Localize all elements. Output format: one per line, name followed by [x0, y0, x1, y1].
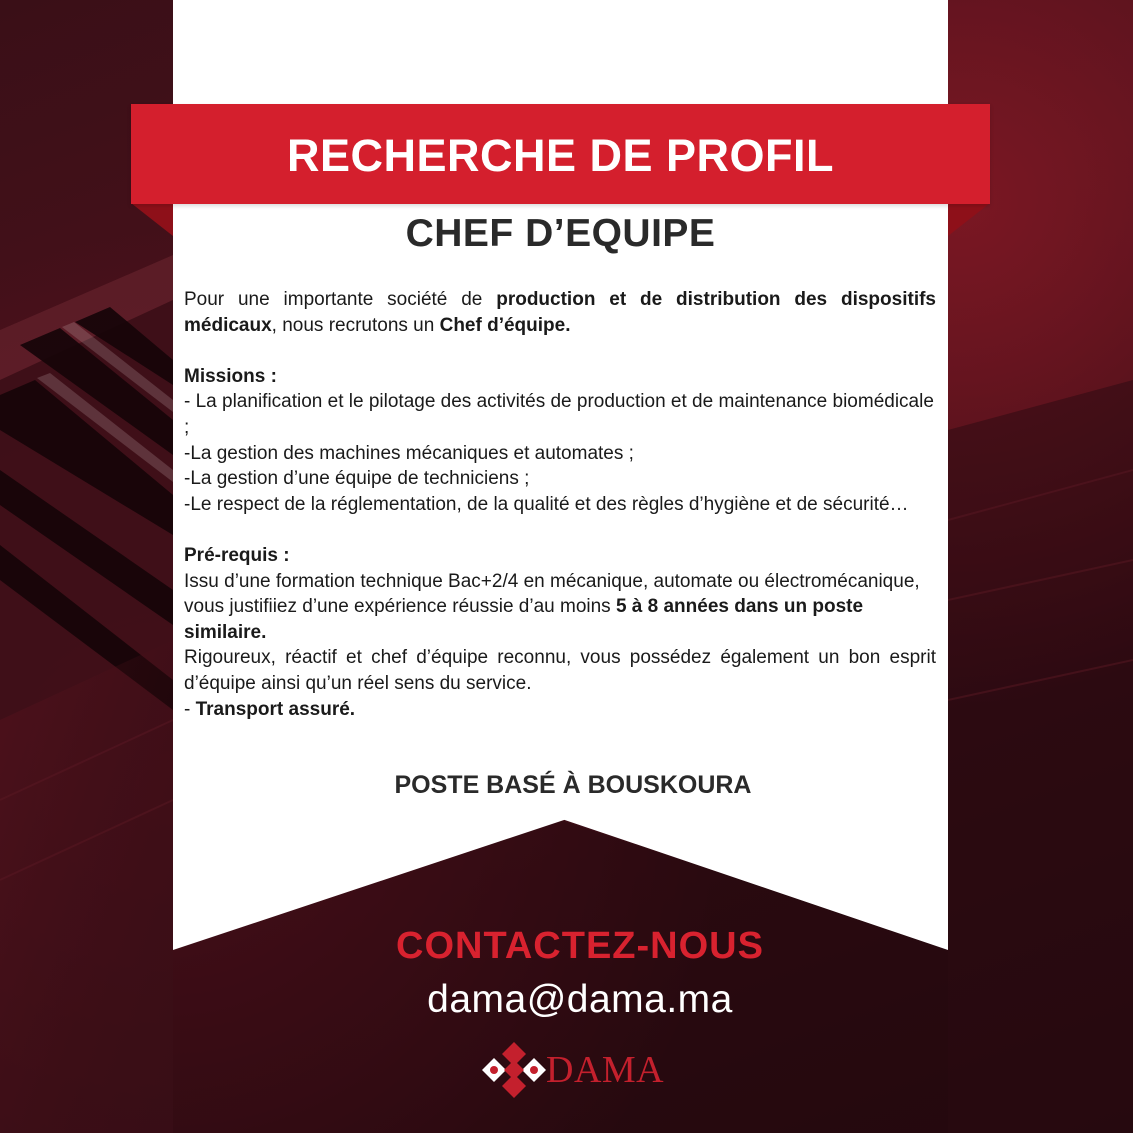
prerequis-experience: 5 à 8 années dans un poste similaire.	[184, 596, 864, 643]
ribbon-fold-right	[948, 203, 990, 236]
title-banner	[131, 104, 990, 204]
intro-bold-2: Chef d’équipe.	[439, 314, 571, 336]
job-description	[184, 287, 936, 722]
contact-title: CONTACTEZ-NOUS	[396, 925, 764, 967]
contact-email-link[interactable]: dama@dama.ma	[427, 978, 733, 1021]
prerequis-paragraph-1	[184, 569, 936, 646]
transport-line: - Transport assuré.	[184, 698, 356, 720]
intro-bold-1: production et de distribution des dispositifs médicaux	[184, 289, 936, 336]
banner-title: RECHERCHE DE PROFIL	[286, 130, 835, 181]
dama-logo	[478, 1040, 664, 1100]
mission-item: - La planification et le pilotage des activités de production et de maintenance biomédicale ;	[184, 391, 934, 438]
prerequis-text: Issu d’une formation technique Bac+2/4 en mécanique, automate ou électromécanique, vous justifiiez d’une expérience réussie d’au moins	[184, 570, 920, 618]
intro-text-2: , nous recrutons un	[271, 314, 440, 336]
intro-paragraph	[184, 287, 936, 338]
mission-item: -Le respect de la réglementation, de la qualité et des règles d’hygiène et de sécurité…	[184, 493, 909, 515]
mission-item: -La gestion d’une équipe de techniciens ;	[184, 468, 530, 490]
logo-text: DAMA	[546, 1049, 665, 1091]
prerequis-paragraph-2: Rigoureux, réactif et chef d’équipe reconnu, vous possédez également un bon esprit d’équipe ainsi qu’un réel sens du service.	[184, 647, 936, 694]
prerequis-heading: Pré-requis :	[184, 544, 290, 566]
intro-text-1: Pour une importante société de	[184, 289, 497, 310]
dama-diamond-logo-icon	[478, 1040, 550, 1100]
transport-text: Transport assuré.	[195, 698, 356, 720]
mission-item: -La gestion des machines mécaniques et automates ;	[184, 442, 634, 464]
missions-heading: Missions :	[184, 365, 277, 387]
job-title: CHEF D’EQUIPE	[405, 212, 716, 255]
job-location: POSTE BASÉ À BOUSKOURA	[394, 771, 752, 799]
ribbon-fold-left	[131, 203, 173, 236]
